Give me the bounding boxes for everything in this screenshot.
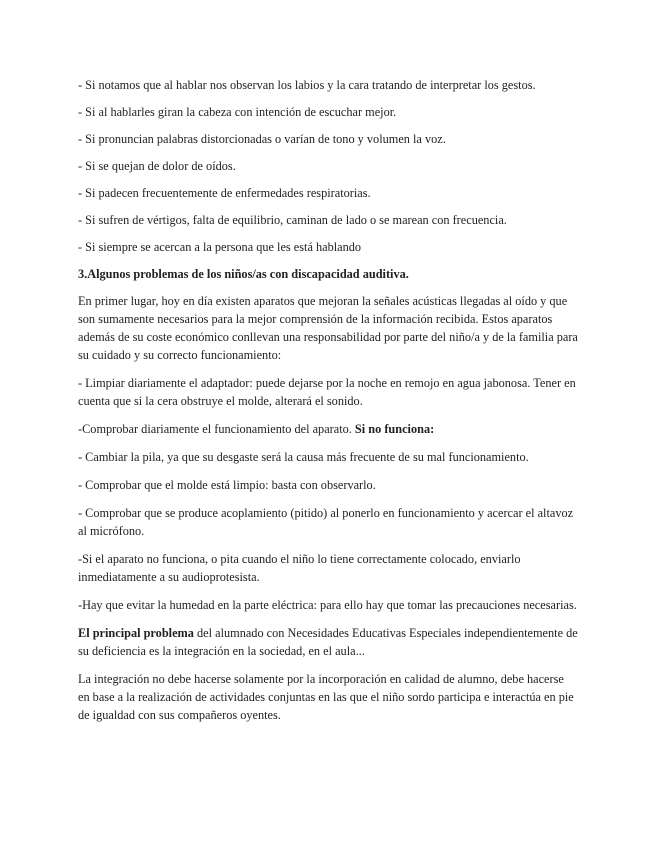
- section-heading: 3.Algunos problemas de los niños/as con discapacidad auditiva.: [78, 267, 409, 281]
- problem-paragraph-bold: El principal problema: [78, 626, 194, 640]
- list-item: - Si siempre se acercan a la persona que les está hablando: [78, 240, 362, 254]
- check-item: [78, 420, 578, 438]
- list-item: -Hay que evitar la humedad en la parte eléctrica: para ello hay que tomar las precauciones necesarias.: [78, 598, 577, 612]
- closing-paragraph: La integración no debe hacerse solamente por la incorporación en calidad de alumno, debe hacerse en base a la realización de actividades conjuntas en las que el niño sordo participa e interactúa en pie de igualdad con sus compañeros oyentes.: [78, 672, 574, 722]
- list-item: - Cambiar la pila, ya que su desgaste será la causa más frecuente de su mal funcionamiento.: [78, 450, 529, 464]
- list-item: - Si pronuncian palabras distorcionadas o varían de tono y volumen la voz.: [78, 132, 446, 146]
- list-item: - Si al hablarles giran la cabeza con intención de escuchar mejor.: [78, 105, 397, 119]
- list-item: - Comprobar que el molde está limpio: basta con observarlo.: [78, 478, 376, 492]
- list-item: - Si sufren de vértigos, falta de equilibrio, caminan de lado o se marean con frecuencia.: [78, 213, 507, 227]
- check-item-text: -Comprobar diariamente el funcionamiento del aparato.: [78, 422, 352, 436]
- document-body: [78, 76, 578, 734]
- problem-paragraph: [78, 624, 578, 660]
- list-item: - Si se quejan de dolor de oídos.: [78, 159, 236, 173]
- list-item: - Comprobar que se produce acoplamiento (pitido) al ponerlo en funcionamiento y acercar el altavoz al micrófono.: [78, 506, 574, 538]
- intro-paragraph: En primer lugar, hoy en día existen aparatos que mejoran la señales acústicas llegadas al oído y que son sumamente necesarios para la mejor comprensión de la información recibida. Estos aparatos además de su coste económico conllevan una responsabilidad por parte del niño/a y de la familia para su cuidado y su correcto funcionamiento:: [78, 294, 578, 362]
- check-item-bold: Si no funciona:: [354, 422, 435, 436]
- list-item: - Limpiar diariamente el adaptador: puede dejarse por la noche en remojo en agua jabonosa. Tener en cuenta que si la cera obstruye el molde, alterará el sonido.: [78, 376, 576, 408]
- list-item: - Si padecen frecuentemente de enfermedades respiratorias.: [78, 186, 371, 200]
- problem-paragraph-text: del alumnado con Necesidades Educativas Especiales independientemente de su deficiencia es la integración en la sociedad, en el aula...: [78, 626, 578, 658]
- list-item: -Si el aparato no funciona, o pita cuando el niño lo tiene correctamente colocado, enviarlo inmediatamente a su audioprotesista.: [78, 552, 521, 584]
- list-item: - Si notamos que al hablar nos observan los labios y la cara tratando de interpretar los gestos.: [78, 78, 536, 92]
